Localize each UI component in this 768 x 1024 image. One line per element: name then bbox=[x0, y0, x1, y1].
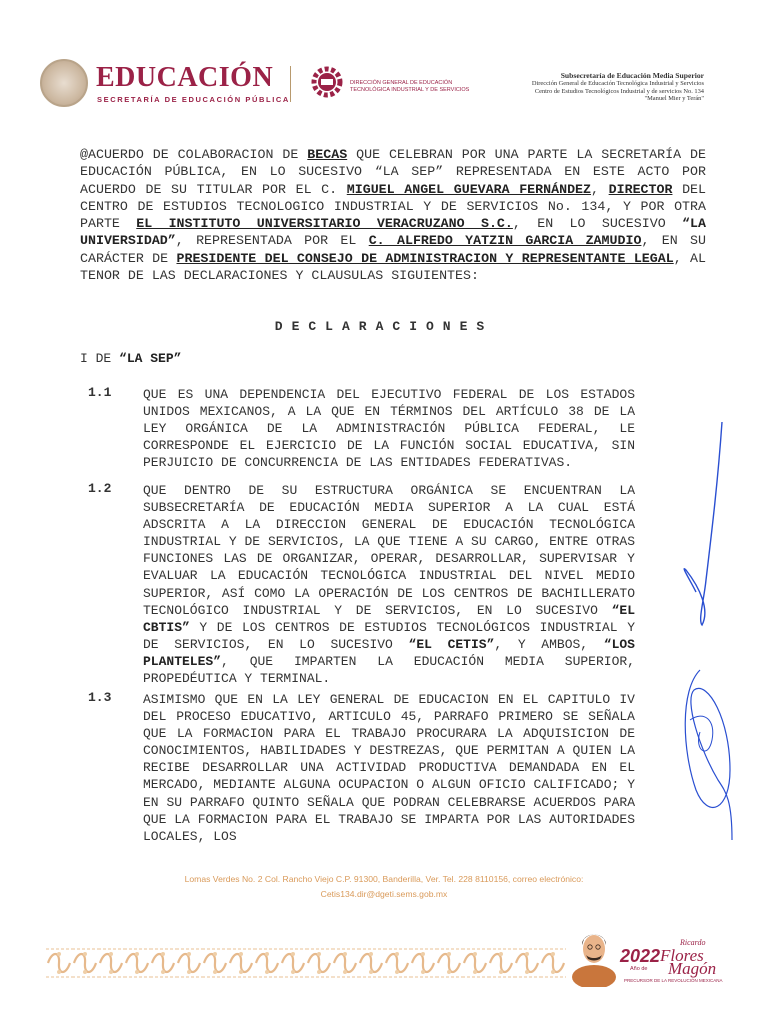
precursor-caption: PRECURSOR DE LA REVOLUCIÓN MEXICANA bbox=[624, 978, 723, 983]
dgeti-label-line2: TECNOLÓGICA INDUSTRIAL Y DE SERVICIOS bbox=[350, 87, 470, 93]
educacion-logo-title: EDUCACIÓN bbox=[96, 62, 274, 93]
clause-1-2-text bbox=[143, 482, 635, 687]
name-mid: Flores bbox=[660, 946, 704, 965]
centro-line: Centro de Estudios Tecnológicos Industrial y de servicios No. 134 bbox=[534, 87, 704, 95]
dgeti-label-line1: DIRECCIÓN GENERAL DE EDUCACIÓN bbox=[350, 80, 453, 86]
footer-email: Cetis134.dir@dgeti.sems.gob.mx bbox=[320, 889, 448, 899]
clause-number-1-1: 1.1 bbox=[88, 385, 112, 400]
section-i-la-sep: “LA SEP” bbox=[119, 351, 182, 366]
clause-bold-planteles: “LOS PLANTELES” bbox=[143, 636, 635, 669]
declaraciones-heading: DECLARACIONES bbox=[274, 319, 494, 334]
intro-text: , EN SU CARÁCTER DE bbox=[80, 233, 706, 266]
direccion-line: Dirección General de Educación Tecnológica Industrial y Servicios bbox=[531, 79, 704, 87]
name-last: Magón bbox=[668, 959, 717, 978]
intro-bold-representative: C. ALFREDO YATZIN GARCIA ZAMUDIO bbox=[368, 233, 642, 249]
clause-text: , Y AMBOS, bbox=[494, 636, 604, 652]
agreement-intro-paragraph bbox=[80, 146, 706, 284]
section-i-prefix: I DE bbox=[80, 351, 120, 366]
clause-text: , QUE IMPARTEN LA EDUCACIÓN MEDIA SUPERIOR, PROPEDÉUTICA Y TERMINAL. bbox=[143, 653, 635, 687]
plantel-name-line: "Manuel Mier y Terán" bbox=[644, 95, 704, 103]
clause-number-1-3: 1.3 bbox=[88, 690, 112, 705]
header-divider bbox=[290, 66, 291, 102]
ano-de-label: Año de bbox=[630, 966, 648, 972]
intro-bold-director: DIRECTOR bbox=[608, 181, 673, 197]
clause-1-1-text: QUE ES UNA DEPENDENCIA DEL EJECUTIVO FEDERAL DE LOS ESTADOS UNIDOS MEXICANOS, A LA QUE EN TÉRMINOS DEL ARTÍCULO 38 DE LA LEY ORGÁNICA DE LA ADMINISTRACIÓN PÚBLICA FEDERAL, LE CORRESPONDE EL EJERCICIO DE LA FUNCIÓN SOCIAL EDUCATIVA, SIN PERJUICIO DE CONCURRENCIA DE LAS ENTIDADES FEDERATIVAS. bbox=[143, 387, 635, 471]
flores-magon-portrait bbox=[570, 925, 618, 987]
intro-text: , bbox=[591, 181, 609, 197]
name-first: Ricardo bbox=[680, 938, 706, 947]
clause-bold-cbtis: “EL CBTIS” bbox=[143, 602, 635, 635]
footer-address: Lomas Verdes No. 2 Col. Rancho Viejo C.P. 91300, Banderilla, Ver. Tel. 228 8110156, correo electrónico: bbox=[184, 874, 584, 884]
clause-bold-cetis: “EL CETIS” bbox=[408, 636, 495, 652]
sep-subtitle: SECRETARÍA DE EDUCACIÓN PÚBLICA bbox=[97, 95, 290, 104]
clause-text: Y DE LOS CENTROS DE ESTUDIOS TECNOLÓGICOS INDUSTRIAL Y DE SERVICIOS, EN LO SUCESIVO bbox=[143, 619, 635, 652]
year-2022: 2022 bbox=[620, 946, 661, 966]
clause-number-1-2: 1.2 bbox=[88, 481, 112, 496]
header-institution-block bbox=[532, 72, 704, 103]
dgeti-label bbox=[350, 80, 470, 94]
dgeti-gear-icon bbox=[310, 65, 344, 99]
intro-text: , EN LO SUCESIVO bbox=[512, 216, 683, 232]
mexico-seal-logo bbox=[40, 59, 88, 107]
ricardo-flores-magon-logo bbox=[660, 936, 717, 978]
section-i-heading bbox=[80, 351, 181, 366]
clause-1-3-text: ASIMISMO QUE EN LA LEY GENERAL DE EDUCACION EN EL CAPITULO IV DEL PROCESO EDUCATIVO, ARTICULO 45, PARRAFO PRIMERO SE SEÑALA QUE LA FORMACION PARA EL TRABAJO PROCURARA LA ADQUISICION DE CONOCIMIENTOS, HABILIDADES Y DESTREZAS, QUE PERMITAN A QUIEN LA RECIBE DESARROLLAR UNA ACTIVIDAD PRODUCTIVA DEMANDADA EN EL MERCADO, MEDIANTE ALGUNA OCUPACION O ALGUN OFICIO CALIFICADO; Y EN SU PARRAFO QUINTO SEÑALA QUE PODRAN CELEBRARSE ACUERDOS PARA QUE LA FORMACION PARA EL TRABAJO SE IMPARTA POR LAS AUTORIDADES LOCALES, LOS bbox=[143, 692, 635, 844]
intro-text: @ACUERDO DE COLABORACION DE bbox=[80, 147, 308, 162]
intro-bold-role: PRESIDENTE DEL CONSEJO DE ADMINISTRACION Y REPRESENTANTE LEGAL bbox=[176, 250, 674, 266]
subsecretaria-line: Subsecretaría de Educación Media Superior bbox=[560, 71, 704, 80]
intro-bold-director-name: MIGUEL ANGEL GUEVARA FERNÁNDEZ bbox=[346, 181, 592, 197]
handwritten-signature bbox=[660, 420, 750, 860]
intro-text: QUE CELEBRAN POR UNA PARTE LA SECRETARÍA DE EDUCACIÓN PÚBLICA, EN LO SUCESIVO “LA SEP” REPRESENTADA EN ESTE ACTO POR ACUERDO DE SU TITULAR POR EL C. bbox=[80, 147, 706, 197]
decorative-border-pattern bbox=[46, 945, 566, 981]
intro-bold-institute: EL INSTITUTO UNIVERSITARIO VERACRUZANO S.C. bbox=[136, 216, 513, 232]
intro-text: DEL CENTRO DE ESTUDIOS TECNOLOGICO INDUSTRIAL Y DE SERVICIOS No. 134, Y POR OTRA PARTE bbox=[80, 181, 707, 232]
clause-text: QUE DENTRO DE SU ESTRUCTURA ORGÁNICA SE ENCUENTRAN LA SUBSECRETARÍA DE EDUCACIÓN MEDIA SUPERIOR A LA CUAL ESTÁ ADSCRITA A LA DIRECCION GENERAL DE EDUCACIÓN TECNOLÓGICA INDUSTRIAL Y DE SERVICIOS, LA QUE TIENE A SU CARGO, ENTRE OTRAS FUNCIONES LAS DE ORGANIZAR, OPERAR, DESARROLLAR, SUPERVISAR Y EVALUAR LA EDUCACIÓN TECNOLÓGICA INDUSTRIAL DEL NIVEL MEDIO SUPERIOR, ASÍ COMO LA OPERACIÓN DE LOS CENTROS DE BACHILLERATO TECNOLÓGICO INDUSTRIAL Y DE SERVICIOS, EN LO SUCESIVO bbox=[143, 483, 635, 618]
intro-bold-universidad: “LA UNIVERSIDAD” bbox=[80, 216, 706, 249]
footer-address-block bbox=[0, 872, 768, 902]
intro-text: , REPRESENTADA POR EL bbox=[175, 233, 369, 249]
intro-text: , AL TENOR DE LAS DECLARACIONES Y CLAUSULAS SIGUIENTES: bbox=[80, 250, 706, 284]
intro-bold-becas: BECAS bbox=[307, 147, 348, 162]
